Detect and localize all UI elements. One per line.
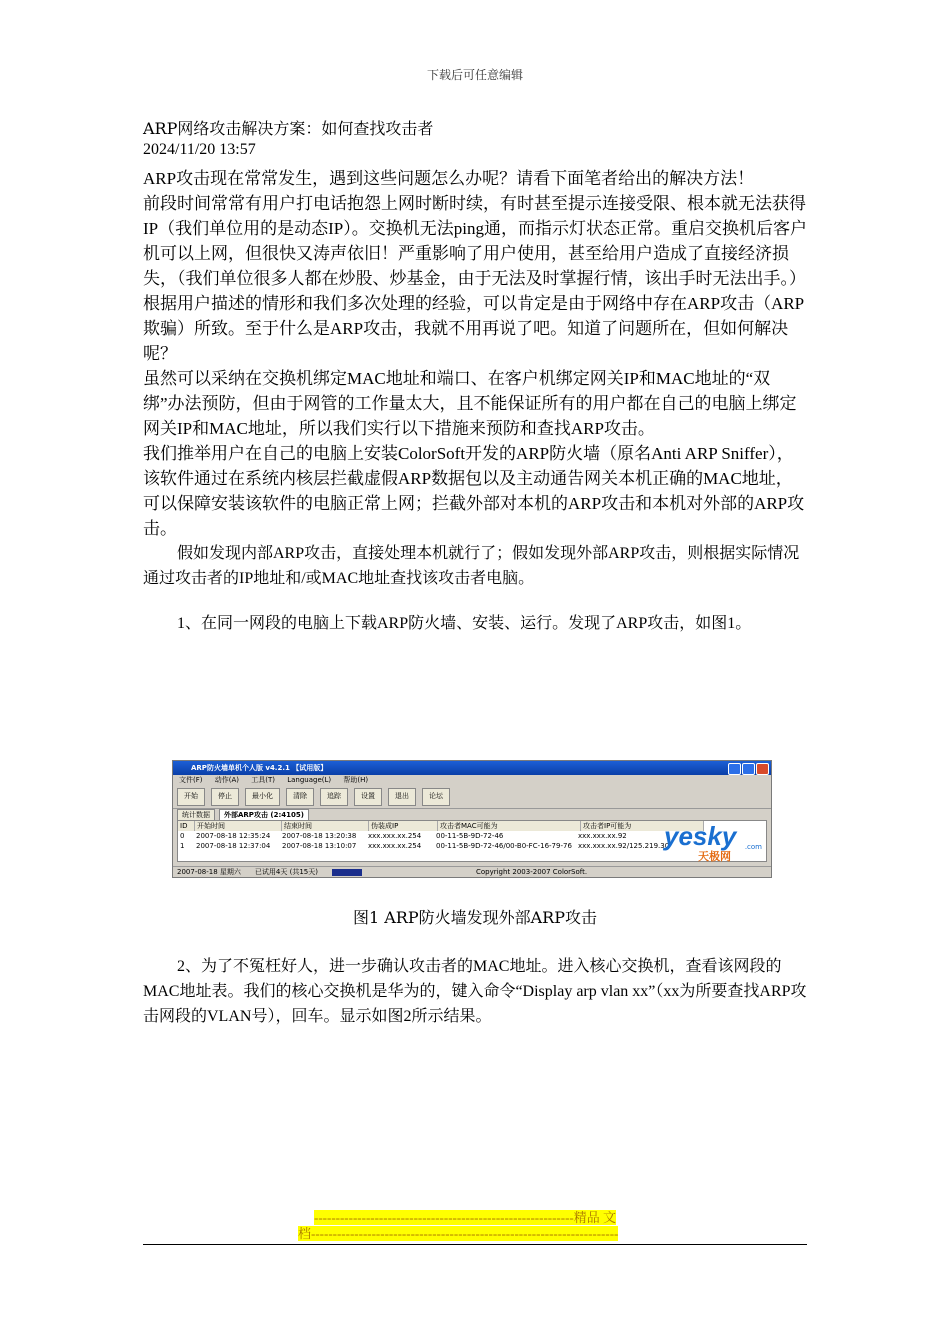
paragraph-indented: 1、在同一网段的电脑上下载ARP防火墙、安装、运行。发现了ARP攻击，如图1。 [177,615,752,632]
attack-table [177,820,767,862]
status-date: 2007-08-18 星期六 [177,868,241,876]
maximize-icon [742,763,755,775]
article-date: 2024/11/20 13:57 [143,141,256,158]
stop-button: 停止 [211,788,239,806]
tab-bar [173,809,771,820]
window-titlebar [173,761,771,775]
menu-help: 帮助(H) [343,776,369,784]
forum-button: 论坛 [422,788,450,806]
logo-chinese: 天极网 [698,850,731,863]
table-row: 1 2007-08-18 12:37:04 2007-08-18 13:10:07 xxx.xxx.xx.254 00-11-5B-9D-72-46/00-B0-FC-16-79-76 xxx.xxx.xx.92/125.219.30 [180,842,670,850]
menu-tools: 工具(T) [251,776,275,784]
article-continued [143,954,807,1029]
start-button: 开始 [177,788,205,806]
trace-button: 追踪 [320,788,348,806]
exit-button: 退出 [388,788,416,806]
table-header: ID 开始时间 结束时间 伪装成IP 攻击者MAC可能为 攻击者IP可能为 [178,821,766,831]
logo-domain: .com [744,843,762,851]
menu-file: 文件(F) [179,776,203,784]
footer-divider [143,1244,807,1245]
status-bar [173,866,771,877]
menu-action: 动作(A) [214,776,239,784]
paragraph: 虽然可以采纳在交换机绑定MAC地址和端口、在客户机绑定网关IP和MAC地址的“双绑”办法预防，但由于网管的工作量太大，且不能保证所有的用户都在自己的电脑上绑定网关IP和MAC地址，所以我们实行以下措施来预防和查找ARP攻击。 [143,369,797,438]
progress-bar [332,869,362,876]
footer-line-1: ------------------------------------------------------------精品 文 [314,1210,616,1225]
paragraph: 根据用户描述的情形和我们多次处理的经验，可以肯定是由于网络中存在ARP攻击（ARP欺骗）所致。至于什么是ARP攻击，我就不用再说了吧。知道了问题所在，但如何解决呢？ [143,294,805,363]
page-footer [298,1210,648,1242]
paragraph: 我们推举用户在自己的电脑上安装ColorSoft开发的ARP防火墙（原名Anti ARP Sniffer），该软件通过在系统内核层拦截虚假ARP数据包以及主动通告网关本机正确的MAC地址，可以保障安装该软件的电脑正常上网；拦截外部对本机的ARP攻击和本机对外部的ARP攻击。 [143,444,805,538]
paragraph-indented: 2、为了不冤枉好人，进一步确认攻击者的MAC地址。进入核心交换机，查看该网段的MAC地址表。我们的核心交换机是华为的，键入命令“Display arp vlan xx”（xx为所要查找ARP攻击网段的VLAN号），回车。显示如图2所示结果。 [143,958,807,1025]
window-title: ARP防火墙单机个人版 v4.2.1 【试用版】 [191,764,328,772]
menu-language: Language(L) [287,776,332,784]
logo-text: yesky [664,821,737,851]
close-icon [756,763,769,775]
footer-line-2: 档----------------------------------------------------------------------- [298,1226,619,1241]
minimize-button: 最小化 [245,788,280,806]
minimize-icon [728,763,741,775]
paragraph: 前段时间常常有用户打电话抱怨上网时断时续，有时甚至提示连接受限、根本就无法获得IP（我们单位用的是动态IP）。交换机无法ping通，而指示灯状态正常。重启交换机后客户机可以上网，但很快又涛声依旧！严重影响了用户使用，甚至给用户造成了直接经济损失，（我们单位很多人都在炒股、炒基金，由于无法及时掌握行情，该出手时无法出手。） [143,194,807,288]
paragraph-indented: 假如发现内部ARP攻击，直接处理本机就行了；假如发现外部ARP攻击，则根据实际情况通过攻击者的IP地址和/或MAC地址查找该攻击者电脑。 [143,545,800,587]
status-copyright: Copyright 2003-2007 ColorSoft. [475,868,588,876]
clear-button: 清除 [286,788,314,806]
paragraph: ARP攻击现在常常发生，遇到这些问题怎么办呢？请看下面笔者给出的解决方法！ [143,169,755,188]
menu-bar [173,775,771,786]
article-body [143,118,807,636]
table-row: 0 2007-08-18 12:35:24 2007-08-18 13:20:38 xxx.xxx.xx.254 00-11-5B-9D-72-46 xxx.xxx.xx.92 [180,832,627,840]
toolbar [173,786,771,809]
tab-statistics: 统计数据 [177,809,215,820]
tab-external-arp: 外部ARP攻击 (2:4105) [219,809,309,820]
status-trial: 已试用4天 (共15天) [254,868,318,876]
settings-button: 设置 [354,788,382,806]
figure-caption: 图1 ARP防火墙发现外部ARP攻击 [352,908,597,927]
yesky-logo [664,821,762,863]
article-title: ARP网络攻击解决方案：如何查找攻击者 [143,119,434,138]
figure-arp-firewall-screenshot [172,760,772,878]
page-header: 下载后可任意编辑 [426,68,523,82]
